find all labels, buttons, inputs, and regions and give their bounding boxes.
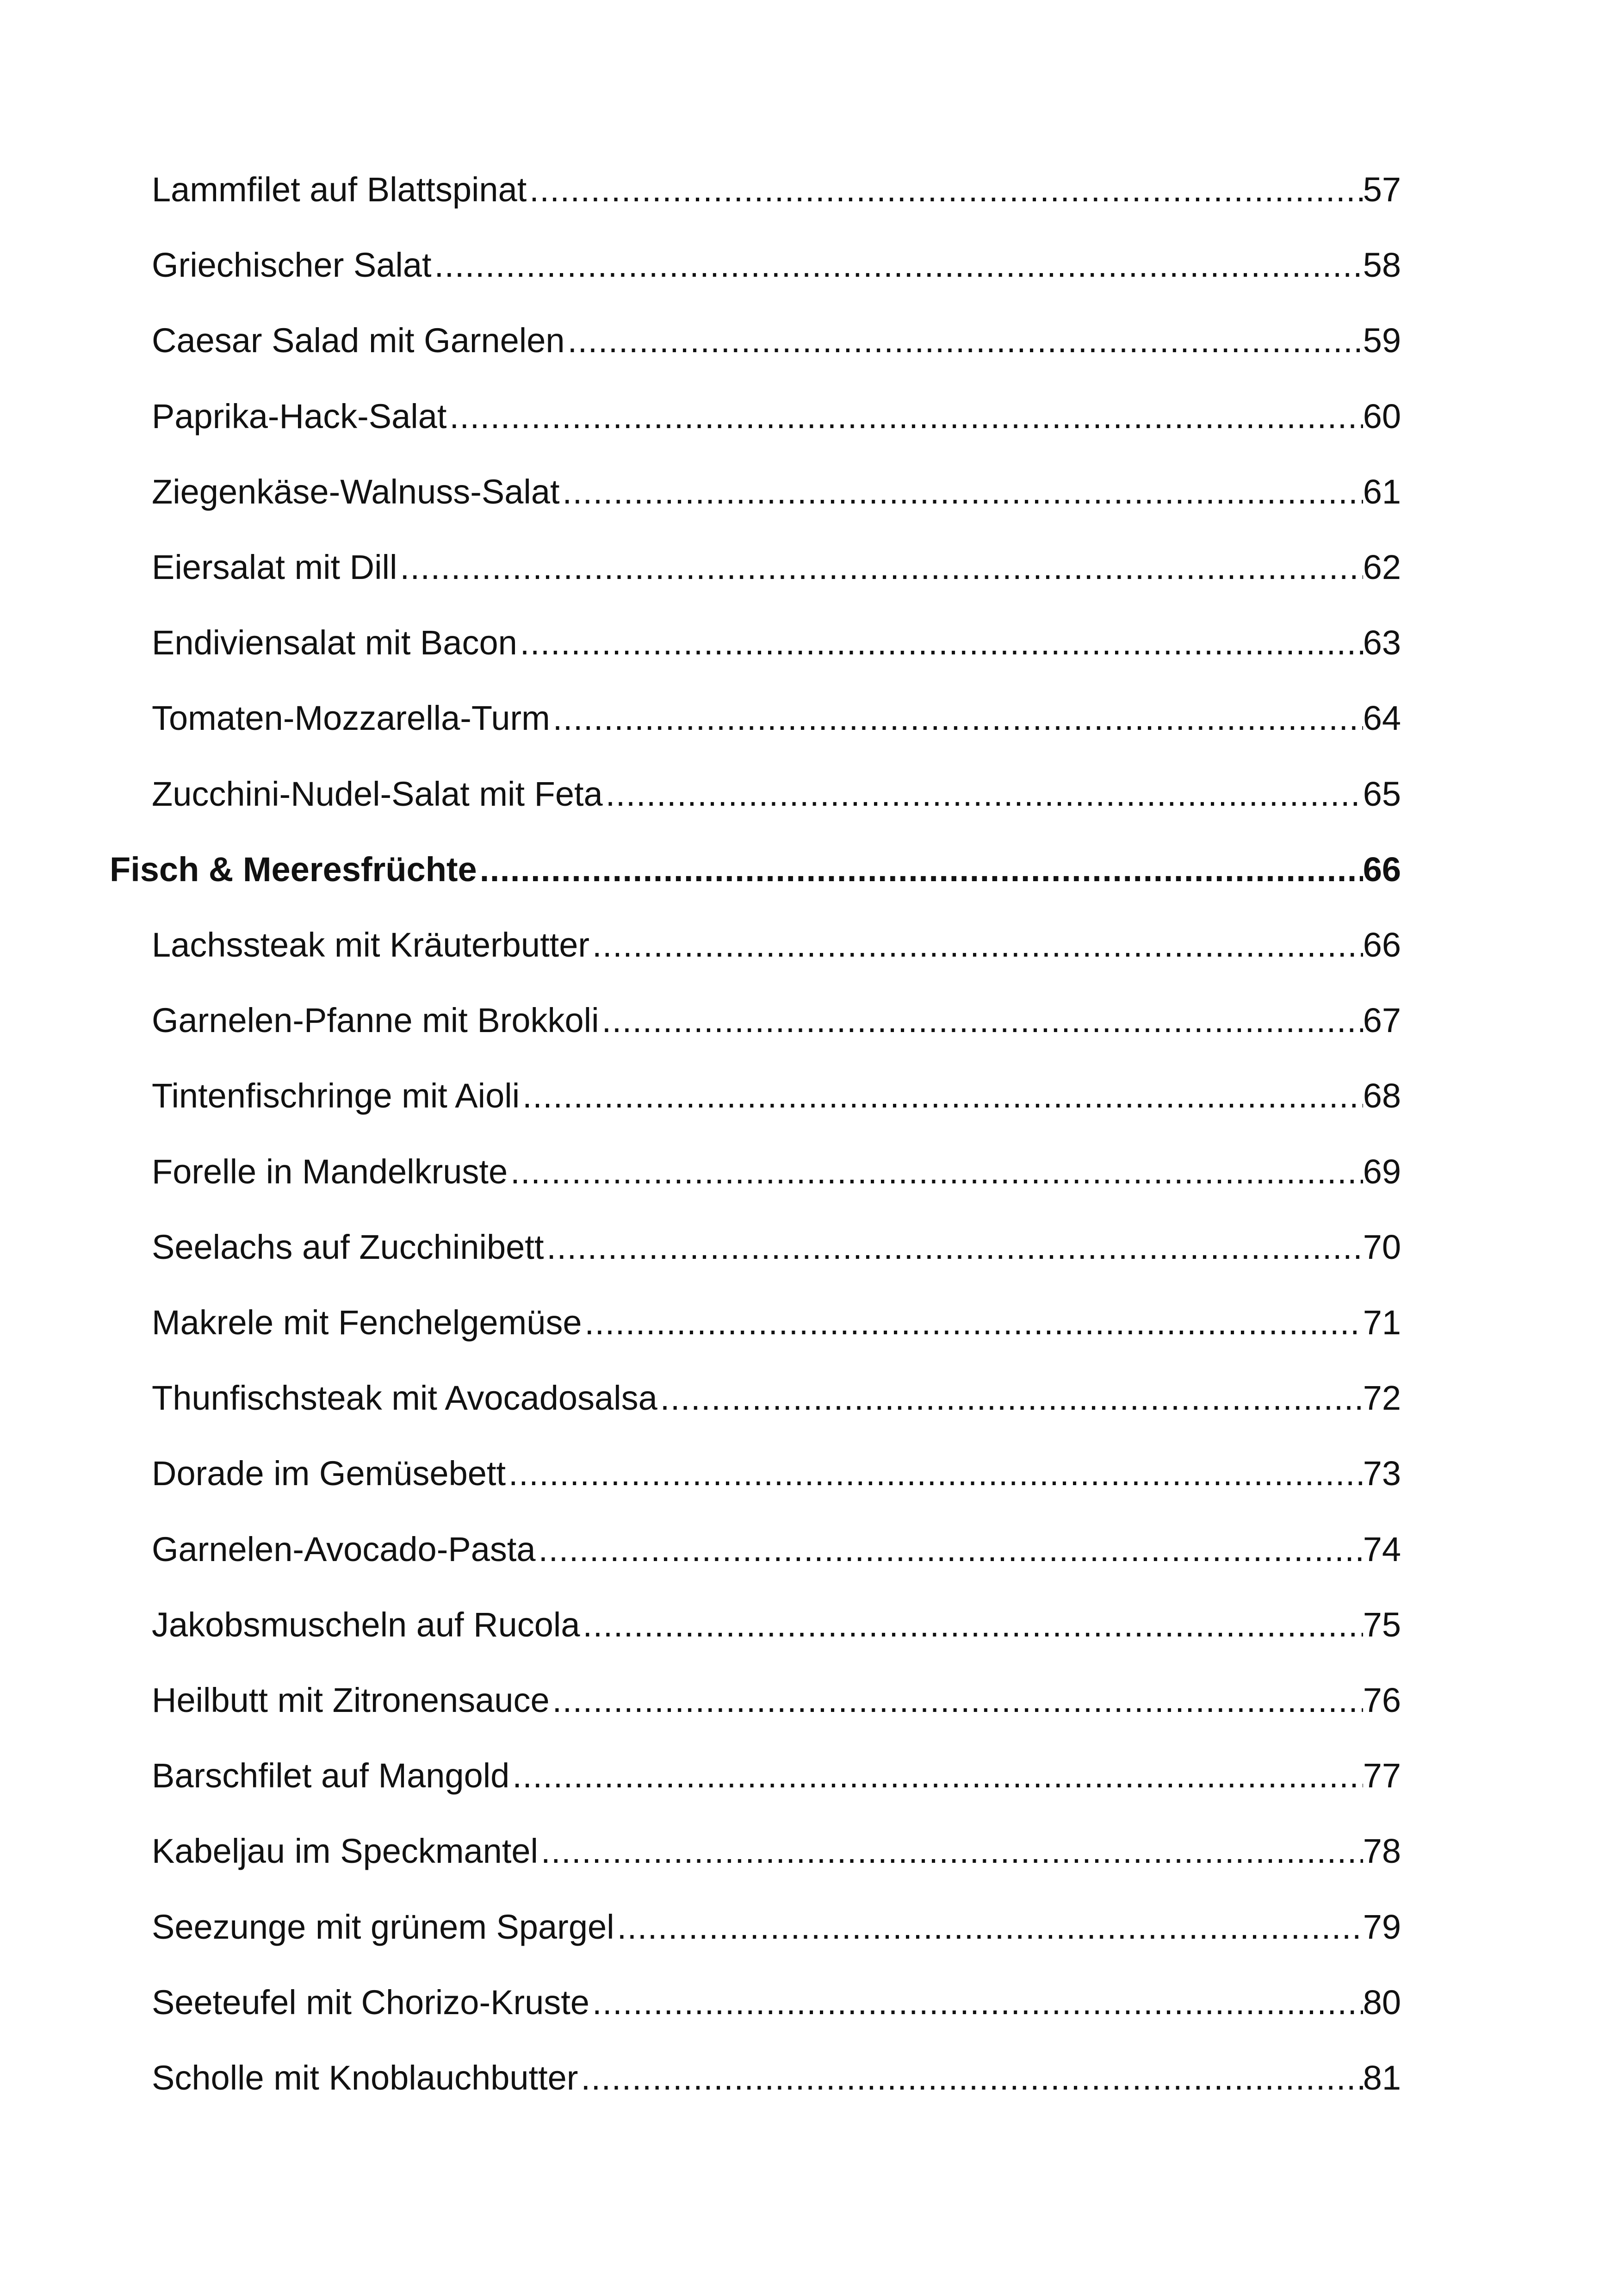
dot-leader: [508, 1146, 1363, 1197]
dot-leader: [477, 844, 1363, 895]
toc-entry-title: Caesar Salad mit Garnelen: [152, 321, 565, 360]
dot-leader: [580, 1599, 1363, 1650]
toc-entry-title: Endiviensalat mit Bacon: [152, 623, 517, 662]
toc-entry-page-number: 67: [1363, 1001, 1401, 1039]
dot-leader: [527, 164, 1363, 215]
toc-section-heading[interactable]: [110, 844, 1401, 895]
toc-entry-page-number: 77: [1363, 1756, 1401, 1795]
toc-entry[interactable]: [152, 995, 1401, 1046]
toc-entry-page-number: 64: [1363, 699, 1401, 737]
toc-entry-page-number: 65: [1363, 775, 1401, 813]
toc-entry[interactable]: [152, 1977, 1401, 2028]
toc-entry-page-number: 61: [1363, 473, 1401, 511]
toc-entry[interactable]: [152, 617, 1401, 668]
toc-entry-title: Seeteufel mit Chorizo-Kruste: [152, 1983, 589, 2022]
toc-entry[interactable]: [152, 1297, 1401, 1348]
toc-entry-page-number: 70: [1363, 1228, 1401, 1266]
toc-entry-page-number: 59: [1363, 321, 1401, 360]
toc-entry-title: Eiersalat mit Dill: [152, 548, 397, 586]
toc-entry-page-number: 73: [1363, 1454, 1401, 1493]
toc-entry-page-number: 79: [1363, 1908, 1401, 1946]
toc-entry[interactable]: [152, 1448, 1401, 1499]
toc-entry-title: Seelachs auf Zucchinibett: [152, 1228, 544, 1266]
toc-entry-page-number: 72: [1363, 1379, 1401, 1417]
toc-entry-title: Paprika-Hack-Salat: [152, 397, 447, 436]
toc-entry[interactable]: [152, 693, 1401, 744]
toc-entry-title: Griechischer Salat: [152, 246, 432, 284]
toc-entry-page-number: 58: [1363, 246, 1401, 284]
toc-entry[interactable]: [152, 391, 1401, 442]
toc-entry-title: Seezunge mit grünem Spargel: [152, 1908, 614, 1946]
dot-leader: [599, 995, 1363, 1046]
toc-entry[interactable]: [152, 1146, 1401, 1197]
dot-leader: [506, 1448, 1363, 1499]
toc-entry-page-number: 80: [1363, 1983, 1401, 2022]
toc-entry-title: Heilbutt mit Zitronensauce: [152, 1681, 550, 1719]
toc-entry-page-number: 63: [1363, 623, 1401, 662]
toc-entry-title: Kabeljau im Speckmantel: [152, 1832, 538, 1870]
toc-entry[interactable]: [152, 1675, 1401, 1726]
dot-leader: [538, 1826, 1363, 1877]
dot-leader: [544, 1222, 1363, 1273]
toc-entry-title: Makrele mit Fenchelgemüse: [152, 1303, 582, 1342]
toc-entry[interactable]: [152, 1373, 1401, 1424]
toc-entry-page-number: 66: [1363, 926, 1401, 964]
dot-leader: [560, 467, 1363, 517]
toc-entry-title: Tintenfischringe mit Aioli: [152, 1076, 520, 1115]
toc-entry-page-number: 68: [1363, 1076, 1401, 1115]
toc-entry-title: Garnelen-Avocado-Pasta: [152, 1530, 536, 1568]
dot-leader: [432, 240, 1363, 291]
toc-entry-page-number: 75: [1363, 1605, 1401, 1644]
dot-leader: [578, 2053, 1363, 2103]
dot-leader: [517, 617, 1363, 668]
toc-entry-page-number: 57: [1363, 170, 1401, 209]
toc-entry[interactable]: [152, 542, 1401, 593]
toc-entry[interactable]: [152, 769, 1401, 820]
dot-leader: [536, 1524, 1363, 1575]
toc-entry[interactable]: [152, 2053, 1401, 2103]
dot-leader: [550, 1675, 1363, 1726]
toc-entry-title: Tomaten-Mozzarella-Turm: [152, 699, 550, 737]
toc-entry-page-number: 71: [1363, 1303, 1401, 1342]
toc-entry[interactable]: [152, 1070, 1401, 1121]
toc-entry[interactable]: [152, 1902, 1401, 1953]
dot-leader: [603, 769, 1363, 820]
toc-entry-title: Zucchini-Nudel-Salat mit Feta: [152, 775, 603, 813]
toc-entry[interactable]: [152, 315, 1401, 366]
toc-entry[interactable]: [152, 1524, 1401, 1575]
dot-leader: [657, 1373, 1363, 1424]
toc-entry-title: Fisch & Meeresfrüchte: [110, 850, 477, 889]
toc-entry-page-number: 69: [1363, 1152, 1401, 1191]
toc-entry[interactable]: [152, 920, 1401, 971]
toc-entry[interactable]: [152, 1599, 1401, 1650]
toc-entry-title: Barschfilet auf Mangold: [152, 1756, 510, 1795]
toc-entry[interactable]: [152, 1826, 1401, 1877]
dot-leader: [520, 1070, 1363, 1121]
toc-entry-page-number: 62: [1363, 548, 1401, 586]
toc-entry-title: Ziegenkäse-Walnuss-Salat: [152, 473, 560, 511]
dot-leader: [397, 542, 1363, 593]
toc-entry-page-number: 74: [1363, 1530, 1401, 1568]
toc-entry-title: Scholle mit Knoblauchbutter: [152, 2059, 578, 2097]
toc-entry-title: Dorade im Gemüsebett: [152, 1454, 506, 1493]
toc-entry[interactable]: [152, 164, 1401, 215]
toc-entry-title: Garnelen-Pfanne mit Brokkoli: [152, 1001, 599, 1039]
toc-entry[interactable]: [152, 240, 1401, 291]
toc-entry-title: Forelle in Mandelkruste: [152, 1152, 508, 1191]
dot-leader: [565, 315, 1363, 366]
toc-entry[interactable]: [152, 1750, 1401, 1801]
dot-leader: [550, 693, 1363, 744]
toc-entry-page-number: 81: [1363, 2059, 1401, 2097]
dot-leader: [589, 1977, 1363, 2028]
toc-entry-page-number: 78: [1363, 1832, 1401, 1870]
toc-entry-title: Lachssteak mit Kräuterbutter: [152, 926, 589, 964]
toc-entry[interactable]: [152, 1222, 1401, 1273]
dot-leader: [589, 920, 1363, 971]
dot-leader: [509, 1750, 1363, 1801]
dot-leader: [446, 391, 1363, 442]
toc-entry-page-number: 66: [1363, 850, 1401, 889]
dot-leader: [614, 1902, 1363, 1953]
toc-entry[interactable]: [152, 467, 1401, 517]
toc-entry-title: Thunfischsteak mit Avocadosalsa: [152, 1379, 657, 1417]
dot-leader: [582, 1297, 1363, 1348]
toc-entry-page-number: 76: [1363, 1681, 1401, 1719]
toc-entry-page-number: 60: [1363, 397, 1401, 436]
toc-entry-title: Lammfilet auf Blattspinat: [152, 170, 527, 209]
toc-entry-title: Jakobsmuscheln auf Rucola: [152, 1605, 580, 1644]
